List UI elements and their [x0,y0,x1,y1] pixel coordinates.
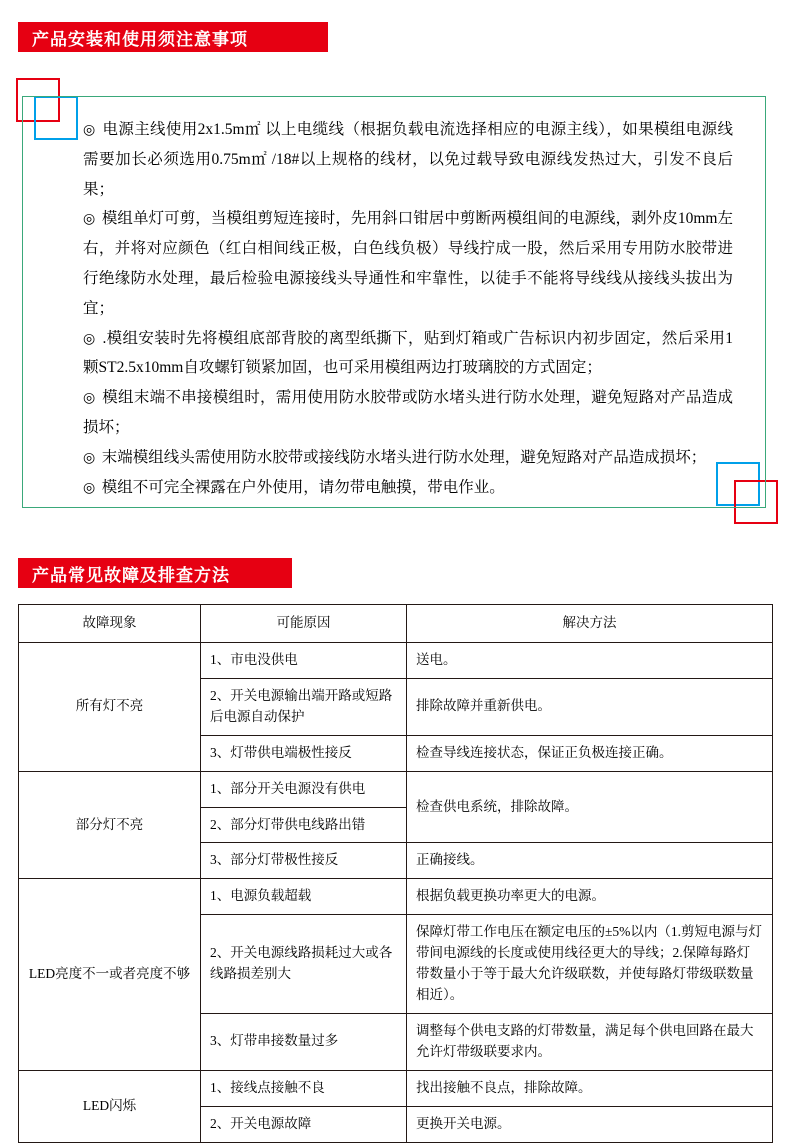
cell-solution: 根据负载更换功率更大的电源。 [407,879,773,915]
cell-solution: 检查供电系统，排除故障。 [407,771,773,843]
table-row [19,771,773,807]
bullet-icon: ◎ [83,391,100,407]
table-row [19,879,773,915]
table-header-row [19,605,773,643]
cell-solution: 调整每个供电支路的灯带数量，满足每个供电回路在最大允许灯带级联要求内。 [407,1013,773,1070]
cell-solution: 找出接触不良点，排除故障。 [407,1070,773,1106]
cell-symptom: 所有灯不亮 [19,642,201,771]
cell-cause: 2、开关电源故障 [201,1106,407,1142]
notice-item [83,443,733,473]
cell-symptom: 部分灯不亮 [19,771,201,879]
cell-cause: 3、部分灯带极性接反 [201,843,407,879]
fault-table [18,604,773,1143]
notice-item-text: 模组单灯可剪，当模组剪短连接时，先用斜口钳居中剪断两模组间的电源线，剥外皮10mm左右，并将对应颜色（红白相间线正极，白色线负极）导线拧成一股，然后采用专用防水胶带进行绝缘防水处理，最后检验电源接线头导通性和牢靠性，以徒手不能将导线线从接线头拔出为宜； [83,210,733,317]
bullet-icon: ◎ [83,450,99,466]
notice-item-text: 末端模组线头需使用防水胶带或接线防水堵头进行防水处理，避免短路对产品造成损坏； [101,448,707,466]
notice-item-text: 模组不可完全裸露在户外使用，请勿带电触摸，带电作业。 [101,478,505,496]
cell-solution: 保障灯带工作电压在额定电压的±5%以内（1.剪短电源与灯带间电源线的长度或使用线径更大的导线；2.保障每路灯带数量小于等于最大允许级联数，并使每路灯带级联数量相近）。 [407,915,773,1014]
table-body [19,642,773,1142]
cell-solution: 送电。 [407,642,773,678]
notice-text-block [83,115,733,503]
cell-cause: 1、接线点接触不良 [201,1070,407,1106]
cell-solution: 更换开关电源。 [407,1106,773,1142]
notice-item [83,324,733,384]
notice-box [22,96,766,508]
bullet-icon: ◎ [83,480,99,496]
cell-cause: 3、灯带供电端极性接反 [201,735,407,771]
cell-solution: 检查导线连接状态，保证正负极连接正确。 [407,735,773,771]
cell-cause: 2、开关电源线路损耗过大或各线路损差别大 [201,915,407,1014]
cell-symptom: LED闪烁 [19,1070,201,1142]
notice-item [83,115,733,204]
bullet-icon: ◎ [83,123,100,138]
bullet-icon: ◎ [83,212,99,228]
column-header-solution: 解决方法 [407,605,773,643]
cell-cause: 1、电源负载超载 [201,879,407,915]
notice-item-text: 模组末端不串接模组时，需用使用防水胶带或防水堵头进行防水处理，避免短路对产品造成损坏； [83,389,733,436]
notice-item [83,473,733,503]
cell-solution: 正确接线。 [407,843,773,879]
cell-cause: 2、部分灯带供电线路出错 [201,807,407,843]
bullet-icon: ◎ [83,331,100,347]
notice-item [83,383,733,443]
cell-cause: 2、开关电源输出端开路或短路后电源自动保护 [201,678,407,735]
cell-symptom: LED亮度不一或者亮度不够 [19,879,201,1070]
cell-cause: 3、灯带串接数量过多 [201,1013,407,1070]
column-header-cause: 可能原因 [201,605,407,643]
cell-cause: 1、市电没供电 [201,642,407,678]
column-header-symptom: 故障现象 [19,605,201,643]
notice-item [83,204,733,323]
cell-solution: 排除故障并重新供电。 [407,678,773,735]
table-row [19,642,773,678]
notice-item-text: 电源主线使用2x1.5m㎡ 以上电缆线（根据负载电流选择相应的电源主线），如果模组电源线需要加长必须选用0.75m㎡ /18#以上规格的线材，以免过载导致电源线发热过大，引发不良后果； [83,121,733,198]
notice-section-heading: 产品安装和使用须注意事项 [18,22,328,52]
cell-cause: 1、部分开关电源没有供电 [201,771,407,807]
notice-item-text: .模组安装时先将模组底部背胶的离型纸撕下，贴到灯箱或广告标识内初步固定，然后采用1颗ST2.5x10mm自攻螺钉锁紧加固，也可采用模组两边打玻璃胶的方式固定； [83,329,733,377]
table-row [19,1070,773,1106]
fault-section-heading: 产品常见故障及排查方法 [18,558,292,588]
